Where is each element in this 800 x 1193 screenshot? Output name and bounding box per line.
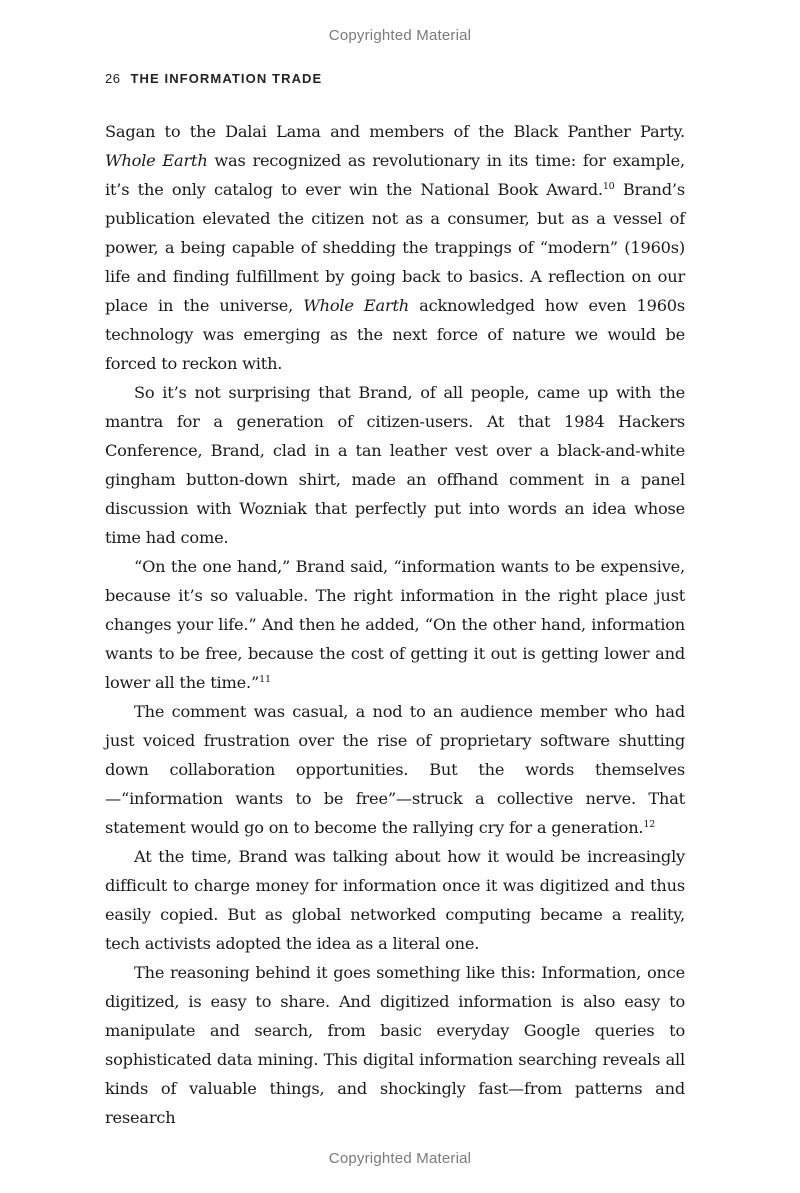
paragraph-4 (105, 697, 685, 842)
italic-title: Whole Earth (303, 296, 410, 315)
italic-title: Whole Earth (105, 151, 208, 170)
footnote-marker: 11 (259, 674, 271, 685)
watermark-bottom: Copyrighted Material (328, 1150, 472, 1167)
page-number: 26 (105, 71, 121, 86)
paragraph-1 (105, 117, 685, 378)
text-run: The comment was casual, a nod to an audience member who had just voiced frustration over the rise of proprietary software shutting down collaboration opportunities. But the words themselves—“information wants to be free”—struck a collective nerve. That statement would go on to become the rallying cry for a generation. (105, 702, 685, 837)
footnote-marker: 10 (602, 181, 615, 192)
text-run: acknowledged how even 1960s technology was emerging as the next force of nature we would be forced to reckon with. (105, 296, 686, 373)
text-run: Sagan to the Dalai Lama and members of the Black Panther Party. (105, 122, 685, 141)
paragraph-6: The reasoning behind it goes something like this: Information, once digitized, is easy to share. And digitized information is also easy to manipulate and search, from basic everyday Google queries to sophisticated data mining. This digital information searching reveals all kinds of valuable things, and shockingly fast—from patterns and research (105, 963, 685, 1127)
paragraph-3 (105, 552, 685, 697)
footnote-marker: 12 (643, 819, 656, 830)
text-run: Brand’s publication elevated the citizen not as a consumer, but as a vessel of power, a being capable of shedding the trappings of “modern” (1960s) life and finding fulfillment by going back to basics. A reflection on our place in the universe, (105, 180, 685, 315)
text-run: “On the one hand,” Brand said, “information wants to be expensive, because it’s so valuable. The right information in the right place just changes your life.” And then he added, “On the other hand, information wants to be free, because the cost of getting it out is getting lower and lower all the time.” (105, 557, 685, 692)
watermark-top: Copyrighted Material (328, 27, 472, 44)
running-head (105, 71, 322, 86)
text-run: was recognized as revolutionary in its time: for example, it’s the only catalog to ever win the National Book Award. (105, 151, 685, 199)
body-text (105, 117, 685, 1132)
chapter-title: THE INFORMATION TRADE (130, 71, 323, 86)
paragraph-2: So it’s not surprising that Brand, of all people, came up with the mantra for a generation of citizen-users. At that 1984 Hackers Conference, Brand, clad in a tan leather vest over a black-and-white gingham button-down shirt, made an offhand comment in a panel discussion with Wozniak that perfectly put into words an idea whose time had come. (105, 383, 685, 547)
paragraph-5: At the time, Brand was talking about how it would be increasingly difficult to charge money for information once it was digitized and thus easily copied. But as global networked computing became a reality, tech activists adopted the idea as a literal one. (105, 847, 685, 953)
